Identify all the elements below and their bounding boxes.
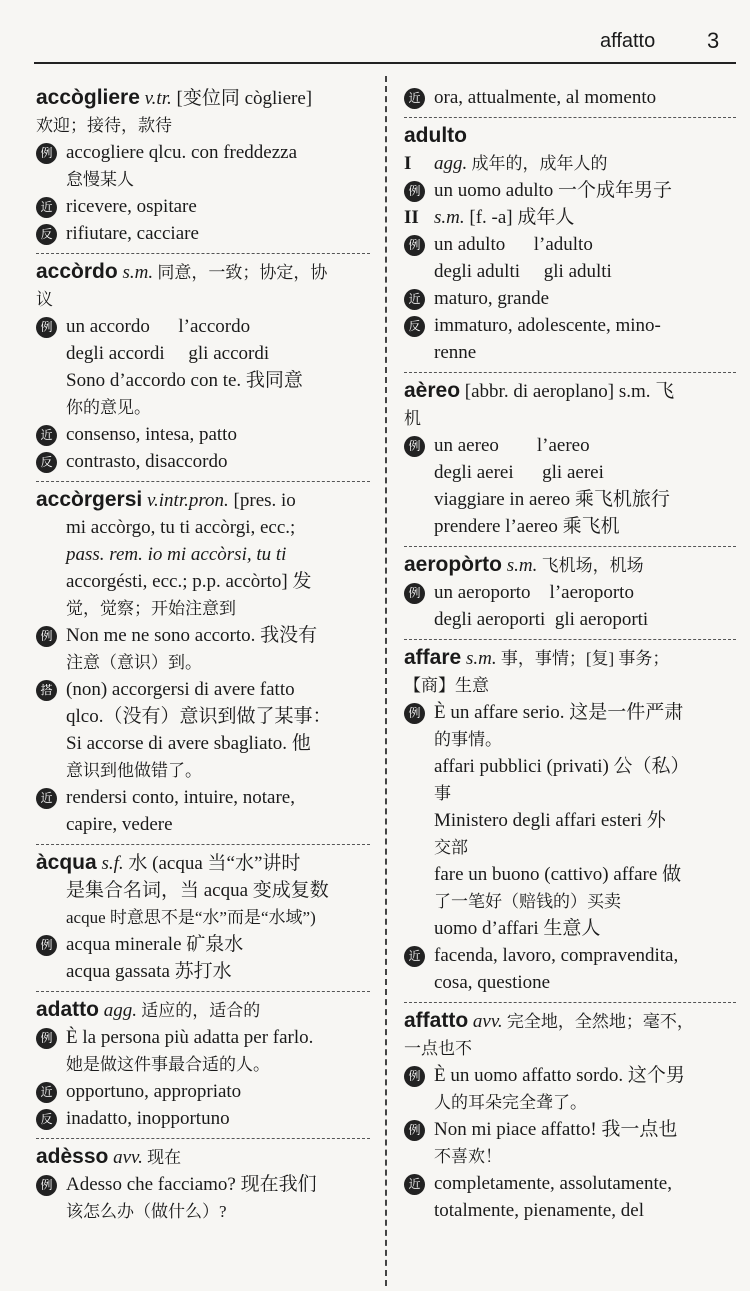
synonym-marker-icon: 近: [36, 1082, 57, 1103]
example-translation: 她是做这件事最合适的人。: [66, 1055, 270, 1074]
part-of-speech: v.tr.: [144, 88, 172, 109]
antonyms: immaturo, adolescente, mino-: [434, 315, 661, 336]
definition: 适应的，适合的: [137, 1001, 261, 1020]
headword: aèreo: [404, 379, 461, 402]
example-translation: 你的意见。: [66, 398, 151, 417]
example: acqua gassata 苏打水: [66, 961, 232, 982]
synonym-marker-icon: 近: [404, 946, 425, 967]
definition-cont: 一点也不: [404, 1039, 472, 1058]
example: degli adulti gli adulti: [434, 261, 612, 282]
page-number: 3: [707, 28, 720, 53]
example: acqua minerale 矿泉水: [66, 934, 244, 955]
entry-acqua: [36, 844, 370, 991]
example: un aeroporto l’aeroporto: [434, 582, 634, 603]
headword: adatto: [36, 998, 99, 1021]
example-translation: 人的耳朵完全聋了。: [434, 1093, 587, 1112]
example-translation: 该怎么办（做什么）?: [66, 1202, 227, 1221]
example-translation: 注意（意识）到。: [66, 653, 202, 672]
part-of-speech: s.m.: [122, 262, 154, 283]
grammar-note: mi accòrgo, tu ti accòrgi, ecc.;: [66, 517, 296, 538]
definition: 事，事情；[复] 事务；: [496, 649, 670, 668]
part-of-speech: v.intr.pron.: [146, 490, 229, 511]
synonyms: ora, attualmente, al momento: [434, 87, 657, 108]
synonyms: capire, vedere: [66, 814, 173, 835]
example: viaggiare in aereo 乘飞机旅行: [434, 489, 670, 510]
entry-accogliere: [36, 80, 370, 253]
example: prendere l’aereo 乘飞机: [434, 516, 620, 537]
collocation: qlco.（没有）意识到做了某事：: [66, 706, 332, 727]
example-translation: 了一笔好（赔钱的）买卖: [434, 892, 621, 911]
headword: accòrgersi: [36, 488, 143, 511]
definition: 成年的，成年人的: [467, 154, 608, 173]
synonyms: maturo, grande: [434, 288, 550, 309]
synonym-marker-icon: 近: [404, 88, 425, 109]
entry-accorgersi: [36, 481, 370, 844]
example-marker-icon: 例: [404, 703, 425, 724]
antonym-marker-icon: 反: [36, 1109, 57, 1130]
definition: [f. -a] 成年人: [464, 207, 575, 228]
example: un adulto l’adulto: [434, 234, 593, 255]
example-translation: 怠慢某人: [66, 170, 134, 189]
example-marker-icon: 例: [36, 1175, 57, 1196]
part-of-speech: s.m.: [434, 207, 465, 228]
header-rule: [34, 62, 736, 64]
part-of-speech: avv.: [113, 1147, 143, 1168]
example-marker-icon: 例: [404, 1120, 425, 1141]
example: Ministero degli affari esteri 外: [434, 810, 666, 831]
synonym-marker-icon: 近: [36, 197, 57, 218]
example: degli accordi gli accordi: [66, 343, 270, 364]
synonym-marker-icon: 近: [404, 289, 425, 310]
example-translation: 不喜欢！: [434, 1147, 502, 1166]
grammar-note: accorgésti, ecc.; p.p. accòrto] 发: [66, 571, 312, 592]
collocation: Si accorse di avere sbagliato. 他: [66, 733, 311, 754]
headword: adèsso: [36, 1145, 109, 1168]
right-column: [404, 80, 736, 1230]
antonyms: inadatto, inopportuno: [66, 1108, 230, 1129]
example: un uomo adulto 一个成年男子: [434, 180, 673, 201]
example: È un uomo affatto sordo. 这个男: [434, 1065, 685, 1086]
entry-adatto: [36, 991, 370, 1138]
synonyms: facenda, lavoro, compravendita,: [434, 945, 679, 966]
headword: àcqua: [36, 851, 97, 874]
headword: accògliere: [36, 86, 140, 109]
example-marker-icon: 例: [36, 935, 57, 956]
definition-cont: 【商】生意: [404, 676, 489, 695]
synonyms: completamente, assolutamente,: [434, 1173, 672, 1194]
grammar-note: pass. rem. io mi accòrsi, tu ti: [66, 544, 287, 565]
definition: 欢迎；接待，款待: [36, 116, 172, 135]
example: È la persona più adatta per farlo.: [66, 1027, 314, 1048]
example: fare un buono (cattivo) affare 做: [434, 864, 682, 885]
entry-adulto: [404, 117, 736, 372]
antonyms: contrasto, disaccordo: [66, 451, 228, 472]
synonyms: consenso, intesa, patto: [66, 424, 237, 445]
entry-affatto: [404, 1002, 736, 1230]
antonym-marker-icon: 反: [36, 452, 57, 473]
example: degli aerei gli aerei: [434, 462, 604, 483]
collocation-marker-icon: 搭: [36, 680, 57, 701]
antonym-marker-icon: 反: [404, 316, 425, 337]
synonyms: rendersi conto, intuire, notare,: [66, 787, 295, 808]
headword: affatto: [404, 1009, 469, 1032]
example: Non me ne sono accorto. 我没有: [66, 625, 318, 646]
collocation: (non) accorgersi di avere fatto: [66, 679, 295, 700]
example-marker-icon: 例: [36, 626, 57, 647]
example-marker-icon: 例: [404, 583, 425, 604]
example-marker-icon: 例: [404, 436, 425, 457]
example-translation: 事: [434, 784, 451, 803]
entry-accordo: [36, 253, 370, 481]
synonyms: cosa, questione: [434, 972, 551, 993]
synonyms: ricevere, ospitare: [66, 196, 197, 217]
sense-number: II: [404, 207, 419, 228]
part-of-speech: agg.: [434, 153, 468, 174]
left-column: [36, 80, 370, 1231]
example: un aereo l’aereo: [434, 435, 590, 456]
example-marker-icon: 例: [36, 1028, 57, 1049]
definition: 觉，觉察；开始注意到: [66, 599, 236, 618]
collocation: 意识到他做错了。: [66, 761, 202, 780]
headword: aeropòrto: [404, 553, 503, 576]
grammar-note: [pres. io: [228, 490, 296, 511]
definition: 完全地，全然地；毫不，: [502, 1012, 694, 1031]
definition: 现在: [142, 1148, 182, 1167]
definition: 机: [404, 409, 421, 428]
definition: acque 时意思不是“水”而是“水域”): [66, 908, 316, 927]
synonym-marker-icon: 近: [36, 425, 57, 446]
headword: accòrdo: [36, 260, 118, 283]
headword: affare: [404, 646, 462, 669]
part-of-speech: s.f.: [101, 853, 124, 874]
synonyms: opportuno, appropriato: [66, 1081, 242, 1102]
part-of-speech: s.m.: [506, 555, 538, 576]
page-header: [0, 0, 750, 68]
example-marker-icon: 例: [404, 235, 425, 256]
entry-affare: [404, 639, 736, 1002]
synonym-marker-icon: 近: [36, 788, 57, 809]
running-headword: affatto: [600, 30, 656, 52]
entry-adesso-cont: [404, 80, 736, 117]
example: degli aeroporti gli aeroporti: [434, 609, 649, 630]
example: Non mi piace affatto! 我一点也: [434, 1119, 678, 1140]
definition: 同意，一致；协定，协: [153, 263, 328, 282]
example-marker-icon: 例: [404, 1066, 425, 1087]
definition: 是集合名词，当 acqua 变成复数: [66, 880, 329, 901]
grammar-note: [变位同 cògliere]: [171, 88, 313, 109]
example: un accordo l’accordo: [66, 316, 251, 337]
part-of-speech: agg.: [103, 1000, 137, 1021]
headword: adulto: [404, 124, 467, 147]
definition: 水 (acqua 当“水”讲时: [123, 853, 301, 874]
synonyms: totalmente, pienamente, del: [434, 1200, 644, 1221]
grammar-note: [abbr. di aeroplano] s.m. 飞: [460, 381, 675, 402]
example: uomo d’affari 生意人: [434, 918, 601, 939]
part-of-speech: s.m.: [465, 648, 497, 669]
sense-number: I: [404, 153, 412, 174]
antonym-marker-icon: 反: [36, 224, 57, 245]
example: Sono d’accordo con te. 我同意: [66, 370, 303, 391]
example: È un affare serio. 这是一件严肃: [434, 702, 684, 723]
synonym-marker-icon: 近: [404, 1174, 425, 1195]
example-marker-icon: 例: [404, 181, 425, 202]
example: affari pubblici (privati) 公（私）: [434, 756, 690, 777]
entry-adesso: [36, 1138, 370, 1231]
example: Adesso che facciamo? 现在我们: [66, 1174, 317, 1195]
example-translation: 的事情。: [434, 730, 502, 749]
definition: 飞机场，机场: [537, 556, 644, 575]
column-divider: [385, 76, 387, 1286]
entry-aeroporto: [404, 546, 736, 639]
example-marker-icon: 例: [36, 143, 57, 164]
example-marker-icon: 例: [36, 317, 57, 338]
example-translation: 交部: [434, 838, 468, 857]
antonyms: rifiutare, cacciare: [66, 223, 199, 244]
antonyms: renne: [434, 342, 477, 363]
example: accogliere qlcu. con freddezza: [66, 142, 298, 163]
entry-aereo: [404, 372, 736, 546]
part-of-speech: avv.: [472, 1011, 503, 1032]
definition-cont: 议: [36, 290, 53, 309]
